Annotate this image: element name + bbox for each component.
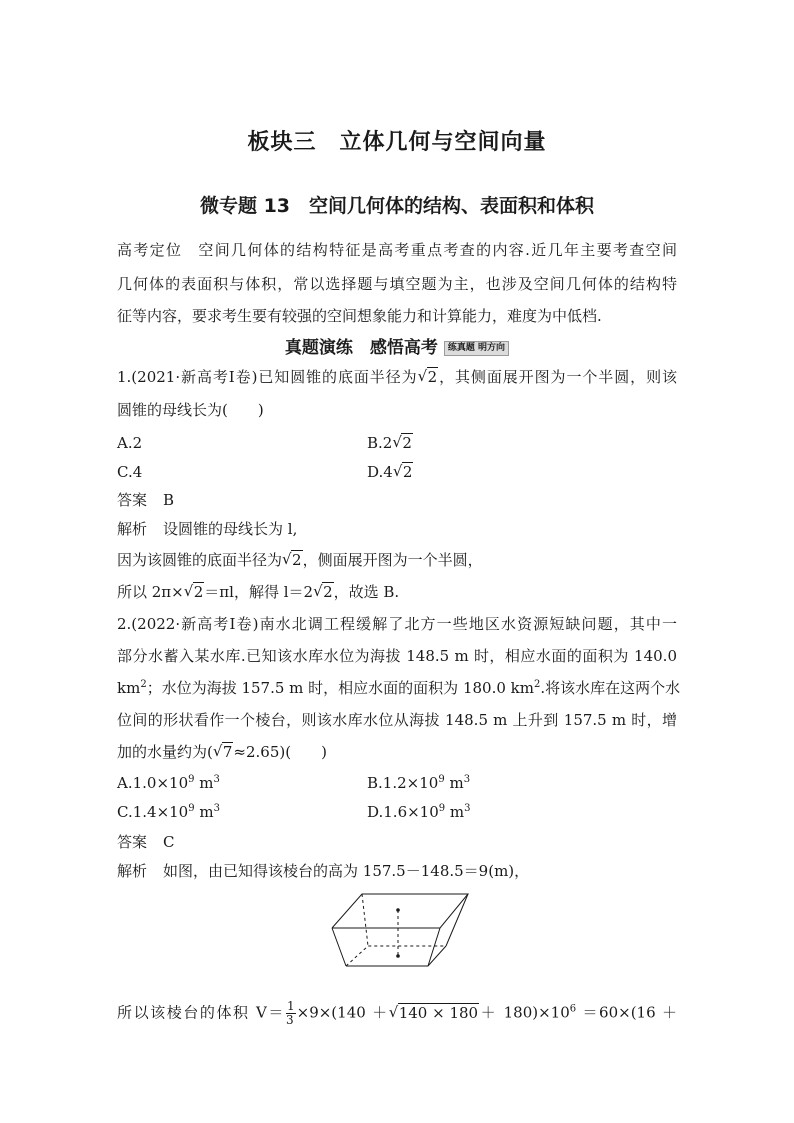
q2-stem-line-1: 2.(2022·新高考Ⅰ卷)南水北调工程缓解了北方一些地区水资源短缺问题，其中一 xyxy=(117,615,677,633)
sqrt-symbol: √ 140 × 180 xyxy=(389,1003,479,1023)
q2-option-d: $D.1.6\times 10^9$ $m^3$ xyxy=(367,803,471,821)
top-center-point xyxy=(396,908,400,912)
q2-option-c: $C.1.4\times 10^9$ $m^3$ xyxy=(117,803,220,821)
intro-line-1: 高考定位 空间几何体的结构特征是高考重点考查的内容.近几年主要考查空间 xyxy=(117,241,677,259)
q1-option-a: A.2 xyxy=(117,434,143,452)
q1-answer-value: B xyxy=(163,491,175,509)
q2-volume-line: 所以该棱台的体积 V＝ $\frac{1}{3}$ ×9×(140 ＋√ $140 \times 180+ 180)\times 10^6 =60\times(16$ ＋ xyxy=(117,1000,677,1027)
q1-stem-line-2: 圆锥的母线长为( ) xyxy=(117,401,264,419)
q2-answer-value: C xyxy=(163,833,175,851)
module-title: 板块三 立体几何与空间向量 xyxy=(247,130,547,155)
intro-line-3: 征等内容，要求考生要有较强的空间想象能力和计算能力，难度为中低档. xyxy=(117,307,602,325)
frustum-diagram xyxy=(328,888,470,972)
q1-options-row-2 xyxy=(117,462,677,482)
q2-stem-line-5: 加的水量约为(√ 7≈2.65)( ) xyxy=(117,742,677,762)
fraction-one-third: $\frac{1}{3}$ xyxy=(285,999,295,1027)
q1-option-d: D.4√ 2 xyxy=(367,462,413,482)
q1-option-c: C.4 xyxy=(117,463,143,481)
q2-options-row-2 xyxy=(117,802,677,822)
section-heading xyxy=(0,337,794,359)
intro-line-2: 几何体的表面积与体积，常以选择题与填空题为主，也涉及空间几何体的结构特 xyxy=(117,275,677,293)
sqrt-symbol: √ 2 xyxy=(313,582,334,602)
q1-analysis-line-2: 因为该圆锥的底面半径为√ 2，侧面展开图为一个半圆， xyxy=(117,550,677,570)
bottom-center-point xyxy=(396,954,400,958)
q2-option-a: $A.1.0\times 10^9$ $m^3$ xyxy=(117,774,220,792)
q1-analysis-line-1: 解析 设圆锥的母线长为 l, xyxy=(117,520,298,538)
q2-stem-line-3: $km^2$；水位为海拔 157.5 m 时，相应水面的面积为 180.0 $km^2$.将该水库在这两个水 xyxy=(117,679,681,697)
lateral-edge-back-right xyxy=(446,894,468,946)
q1-option-b: B.2√ 2 xyxy=(367,433,413,453)
section-title: 真题演练 感悟高考 xyxy=(284,338,438,358)
lateral-edge-front-right xyxy=(428,928,440,966)
lateral-edge-front-left xyxy=(332,928,346,966)
q2-options-row-1 xyxy=(117,773,677,793)
q1-options-row-1 xyxy=(117,433,677,453)
sqrt-symbol: √ 2 xyxy=(393,462,414,482)
sqrt-symbol: √ 7 xyxy=(213,742,234,762)
sqrt-symbol: √ 2 xyxy=(392,433,413,453)
topic-title: 微专题 13 空间几何体的结构、表面积和体积 xyxy=(199,195,595,217)
q2-answer: 答案 C xyxy=(117,833,175,851)
sqrt-symbol: √ 2 xyxy=(184,582,205,602)
q2-stem-line-4: 位间的形状看作一个棱台，则该水库水位从海拔 148.5 m 上升到 157.5 m 时，增 xyxy=(117,711,677,729)
q1-answer: 答案 B xyxy=(117,491,175,509)
q1-stem-line-1: 1.(2021·新高考Ⅰ卷)已知圆锥的底面半径为√ 2，其侧面展开图为一个半圆，则该 xyxy=(117,367,677,387)
section-badge: 练真题 明方向 xyxy=(444,341,509,356)
sqrt-symbol: √ 2 xyxy=(418,367,439,387)
q2-option-b: $B.1.2\times 10^9$ $m^3$ xyxy=(367,774,471,792)
sqrt-symbol: √ 2 xyxy=(282,550,303,570)
top-face xyxy=(332,894,468,928)
lateral-edge-hidden xyxy=(362,894,368,946)
q1-analysis-line-3: 所以 2π×√ 2＝πl，解得 l＝2√ 2，故选 B. xyxy=(117,582,677,602)
intro-label: 高考定位 xyxy=(117,241,183,259)
q2-analysis-line-1: 解析 如图，由已知得该棱台的高为 157.5－148.5＝9(m)， xyxy=(117,862,530,880)
q2-stem-line-2: 部分水蓄入某水库.已知该水库水位为海拔 148.5 m 时，相应水面的面积为 140.0 xyxy=(117,647,677,665)
